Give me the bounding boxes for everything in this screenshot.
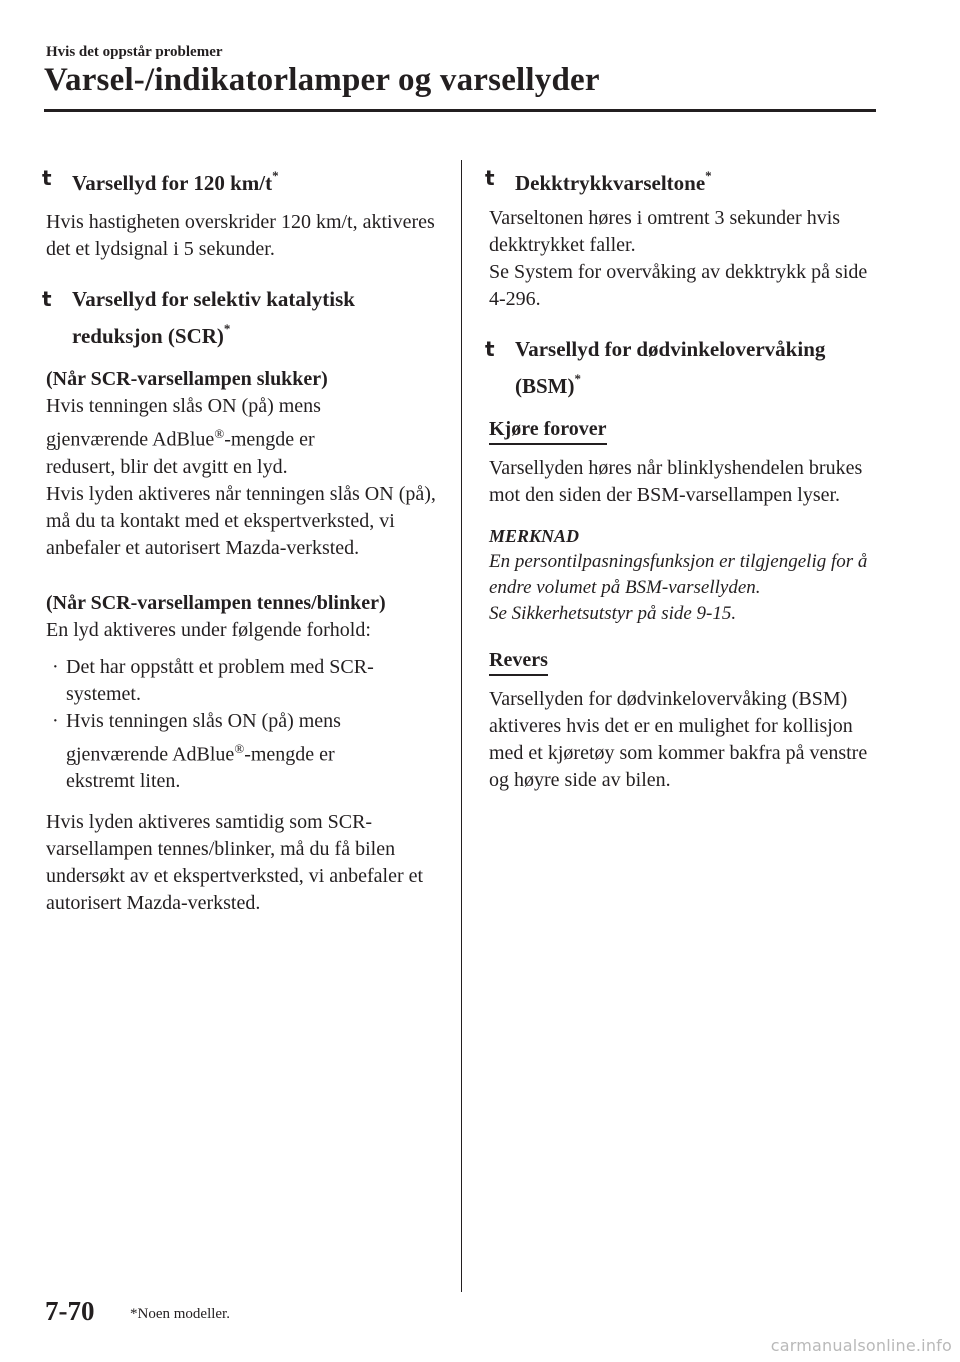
title-rule bbox=[44, 109, 876, 112]
right-column bbox=[485, 162, 884, 794]
note-body: En persontilpasningsfunksjon er tilgjengelig for å endre volumet på BSM-varsellyden. bbox=[489, 551, 868, 598]
reverse-body: Varsellyden for dødvinkelovervåking (BSM) aktiveres hvis det er en mulighet for kollisjon med et kjøretøy som kommer bakfra på venstre og høyre side av bilen. bbox=[489, 688, 868, 791]
note-reference: Se Sikkerhetsutstyr på side 9-15. bbox=[489, 603, 737, 624]
section-marker-icon: t bbox=[485, 166, 495, 190]
bullet-icon: · bbox=[52, 709, 59, 732]
heading-text-line1: Varsellyd for dødvinkelovervåking bbox=[515, 337, 826, 361]
forward-body: Varsellyden høres når blinklyshendelen brukes mot den siden der BSM-varsellampen lyser. bbox=[489, 457, 863, 506]
asterisk: * bbox=[574, 371, 581, 386]
condition-lamp-off: (Når SCR-varsellampen slukker) bbox=[46, 368, 328, 390]
note-label: MERKNAD bbox=[489, 526, 580, 546]
section-marker-icon: t bbox=[42, 287, 52, 311]
subheading-reverse: Revers bbox=[489, 647, 548, 676]
heading-text: Dekktrykkvarseltone bbox=[515, 171, 706, 195]
watermark: carmanualsonline.info bbox=[770, 1336, 952, 1355]
registered-mark: ® bbox=[214, 426, 225, 441]
condition-lamp-on-intro: En lyd aktiveres under følgende forhold: bbox=[46, 618, 371, 641]
speed-warning-body: Hvis hastigheten overskrider 120 km/t, aktiveres det et lydsignal i 5 sekunder. bbox=[46, 211, 435, 260]
condition-lamp-off-body-2: Hvis lyden aktiveres når tenningen slås ON (på), må du ta kontakt med et ekspertverksted, vi anbefaler et autorisert Mazda-verksted. bbox=[46, 482, 436, 559]
column-divider bbox=[461, 160, 462, 1292]
condition-lamp-on: (Når SCR-varsellampen tennes/blinker) bbox=[46, 591, 386, 614]
section-marker-icon: t bbox=[42, 166, 52, 190]
tire-pressure-body: Varseltonen høres i omtrent 3 sekunder hvis dekktrykket faller. bbox=[489, 207, 841, 256]
page-number: 7-70 bbox=[45, 1296, 95, 1326]
footnote: *Noen modeller. bbox=[130, 1306, 230, 1322]
condition-lamp-off-body: Hvis tenningen slås ON (på) mens gjenværende AdBlue®-mengde er redusert, blir det avgitt en lyd. bbox=[46, 395, 321, 478]
asterisk: * bbox=[705, 168, 712, 183]
heading-tire-pressure-tone bbox=[485, 162, 884, 199]
heading-scr-warning bbox=[42, 283, 446, 352]
heading-text-line2: reduksjon (SCR) bbox=[72, 324, 224, 348]
section-label: Hvis det oppstår problemer bbox=[46, 44, 223, 60]
heading-text-line2: (BSM) bbox=[515, 374, 575, 398]
list-item: · Det har oppstått et problem med SCR-systemet. bbox=[52, 655, 374, 705]
scr-final-body: Hvis lyden aktiveres samtidig som SCR-varsellampen tennes/blinker, må du få bilen undersøkt av et ekspertverksted, vi anbefaler et autorisert Mazda-verksted. bbox=[46, 811, 424, 915]
heading-text: Varsellyd for 120 km/t bbox=[72, 171, 273, 195]
asterisk: * bbox=[272, 168, 279, 183]
list-item: · Hvis tenningen slås ON (på) mens gjenværende AdBlue®-mengde er ekstremt liten. bbox=[52, 709, 341, 793]
heading-text-line1: Varsellyd for selektiv katalytisk bbox=[72, 287, 355, 311]
registered-mark: ® bbox=[234, 740, 245, 756]
left-column bbox=[42, 162, 446, 917]
page-title: Varsel-/indikatorlamper og varsellyder bbox=[44, 62, 600, 98]
asterisk: * bbox=[223, 321, 231, 336]
section-marker-icon: t bbox=[485, 337, 495, 361]
subheading-forward: Kjøre forover bbox=[489, 416, 607, 445]
heading-bsm-warning bbox=[485, 333, 884, 402]
bullet-icon: · bbox=[52, 655, 59, 678]
tire-pressure-reference: Se System for overvåking av dekktrykk på side 4-296. bbox=[489, 261, 868, 310]
heading-speed-warning bbox=[42, 162, 446, 199]
